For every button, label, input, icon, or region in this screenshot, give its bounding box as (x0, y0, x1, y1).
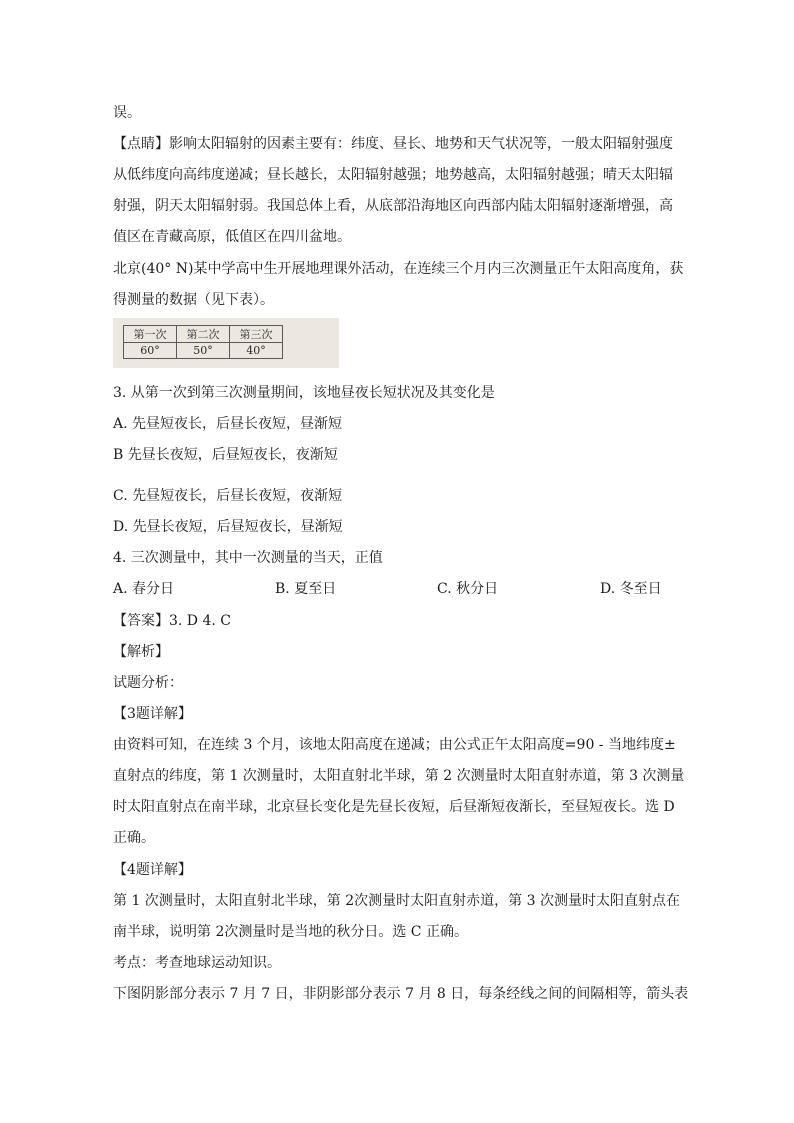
analysis-intro: 试题分析： (113, 675, 183, 691)
q4-detail-line: 第 1 次测量时，太阳直射北半球，第 2次测量时太阳直射赤道，第 3 次测量时太阳直射点在 (113, 893, 680, 909)
q3-detail-line: 由资料可知，在连续 3 个月，该地太阳高度在递减；由公式正午太阳高度=90 - 当地纬度± (113, 737, 676, 753)
table-header-cell: 第一次 (124, 326, 177, 343)
q4-detail-label: 【4题详解】 (113, 862, 192, 878)
question-4-stem: 4. 三次测量中，其中一次测量的当天，正值 (113, 550, 383, 566)
text-line: 从低纬度向高纬度递减；昼长越长，太阳辐射越强；地势越高，太阳辐射越强；晴天太阳辐 (113, 167, 673, 183)
question-intro-line: 得测量的数据（见下表）。 (113, 292, 274, 308)
question-3-option-a: A. 先昼短夜长，后昼长夜短，昼渐短 (113, 416, 343, 432)
answer-line: 【答案】3. D 4. C (113, 613, 232, 629)
analysis-label: 【解析】 (113, 644, 169, 660)
question-4-option-d: D. 冬至日 (600, 581, 662, 597)
q3-detail-line: 直射点的纬度，第 1 次测量时，太阳直射北半球，第 2 次测量时太阳直射赤道，第 3 次测量 (113, 768, 685, 784)
question-intro-line: 北京(40° N)某中学高中生开展地理课外活动，在连续三个月内三次测量正午太阳高度角，获 (113, 261, 684, 277)
question-3-option-d: D. 先昼长夜短，后昼短夜长，昼渐短 (113, 519, 343, 535)
question-4-option-c: C. 秋分日 (437, 581, 499, 597)
question-3-stem: 3. 从第一次到第三次测量期间，该地昼夜长短状况及其变化是 (113, 385, 495, 401)
question-3-option-b: B 先昼长夜短，后昼短夜长，夜渐短 (113, 447, 338, 463)
q4-detail-line: 南半球，说明第 2次测量时是当地的秋分日。选 C 正确。 (113, 924, 468, 940)
table-value-cell: 40° (230, 343, 283, 359)
table-value-cell: 60° (124, 343, 177, 359)
text-line: 误。 (113, 105, 141, 121)
q3-detail-line: 时太阳直射点在南半球，北京昼长变化是先昼长夜短，后昼渐短夜渐长，至昼短夜长。选 D (113, 799, 675, 815)
q3-detail-label: 【3题详解】 (113, 706, 192, 722)
q3-detail-line: 正确。 (113, 830, 155, 846)
text-line: 值区在青藏高原，低值区在四川盆地。 (113, 229, 351, 245)
dianjing-line: 【点睛】影响太阳辐射的因素主要有：纬度、昼长、地势和天气状况等，一般太阳辐射强度 (113, 136, 673, 152)
table-header-cell: 第三次 (230, 326, 283, 343)
question-3-option-c: C. 先昼短夜长，后昼长夜短，夜渐短 (113, 488, 343, 504)
table-value-cell: 50° (177, 343, 230, 359)
measurement-table-image (113, 318, 339, 368)
kaodian-line: 考点：考查地球运动知识。 (113, 955, 281, 971)
question-4-option-b: B. 夏至日 (275, 581, 337, 597)
table-header-cell: 第二次 (177, 326, 230, 343)
next-question-line: 下图阴影部分表示 7 月 7 日，非阴影部分表示 7 月 8 日，每条经线之间的间隔相等，箭头表 (113, 986, 689, 1002)
question-4-option-a: A. 春分日 (113, 581, 175, 597)
measurement-table (123, 325, 283, 359)
text-line: 射强，阴天太阳辐射弱。我国总体上看，从底部沿海地区向西部内陆太阳辐射逐渐增强，高 (113, 198, 673, 214)
